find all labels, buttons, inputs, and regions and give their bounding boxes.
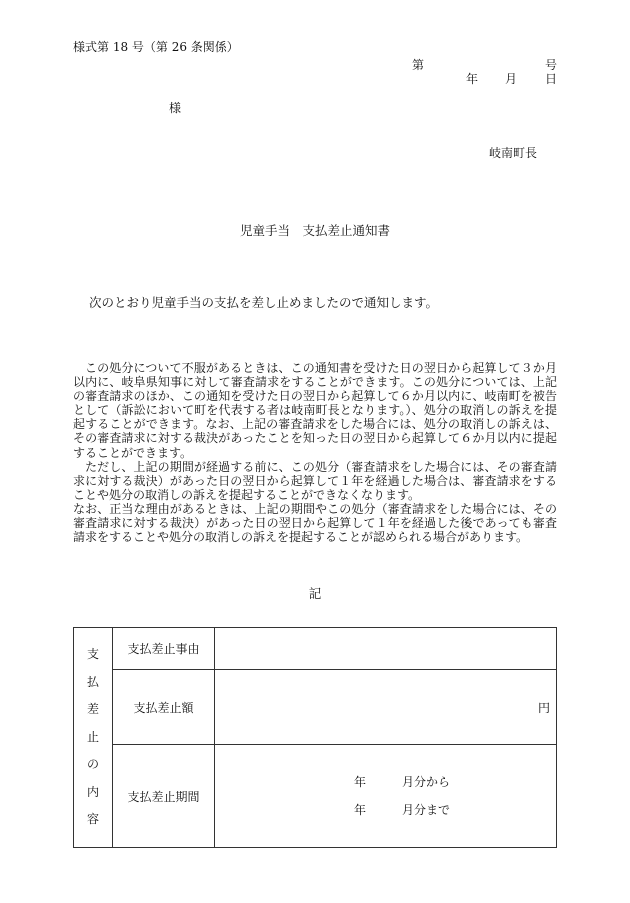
- side-char: 内: [86, 784, 99, 799]
- date-day: 日: [545, 72, 558, 86]
- ki-heading: 記: [308, 586, 322, 601]
- date-month: 月: [505, 72, 518, 86]
- amount-label: 支払差止額: [113, 670, 215, 745]
- page-title: 児童手当 支払差止通知書: [239, 223, 390, 238]
- amount-value: [215, 670, 557, 745]
- notice-paragraph-3: なお、正当な理由があるときは、上記の期間やこの処分（審査請求をした場合には、その審査請求に対する裁決）があった日の翌日から起算して１年を経過した後であっても審査請求をすることや処分の取消しの訴えを提起することが認められる場合があります。: [73, 501, 557, 545]
- document-number-prefix: 第: [412, 58, 425, 72]
- notice-paragraph-2: ただし、上記の期間が経過する前に、この処分（審査請求をした場合には、その審査請求に対する裁決）があった日の翌日から起算して１年を経過した場合は、審査請求をすることや処分の取消しの訴えを提起することができなくなります。: [73, 459, 557, 502]
- reason-label: 支払差止事由: [113, 628, 215, 670]
- side-char: の: [86, 757, 99, 772]
- side-char: 差: [86, 702, 99, 717]
- appeal-notice: [73, 361, 557, 544]
- side-char: 容: [86, 812, 99, 827]
- period-value: [215, 745, 557, 848]
- reason-value: [215, 628, 557, 670]
- amount-unit: 円: [537, 700, 550, 715]
- date-year: 年: [466, 72, 479, 86]
- suspension-details-table: [73, 627, 557, 848]
- notice-paragraph-1: この処分について不服があるときは、この通知書を受けた日の翌日から起算して３か月以内に、岐阜県知事に対して審査請求をすることができます。この処分については、上記の審査請求のほか、この通知を受けた日の翌日から起算して６か月以内に、岐南町を被告として（訴訟において町を代表する者は岐南町長となります。）、処分の取消しの訴えを提起することができます。なお、上記の審査請求をした場合には、処分の取消しの訴えは、その審査請求に対する裁決があったことを知った日の翌日から起算して６か月以内に提起することができます。: [73, 361, 557, 460]
- period-from: 年 月分から: [354, 775, 451, 789]
- side-char: 止: [86, 729, 99, 744]
- side-char: 払: [86, 674, 99, 689]
- side-label-cell: [74, 628, 113, 848]
- intro-text: 次のとおり児童手当の支払を差し止めましたので通知します。: [89, 295, 439, 310]
- period-label: 支払差止期間: [113, 745, 215, 848]
- addressee-suffix: 様: [169, 101, 182, 115]
- sender-name: 岐南町長: [489, 146, 538, 160]
- form-number: 様式第 18 号（第 26 条関係）: [73, 40, 239, 54]
- side-char: 支: [86, 647, 99, 662]
- period-to: 年 月分まで: [354, 803, 451, 817]
- document-number-suffix: 号: [545, 58, 558, 72]
